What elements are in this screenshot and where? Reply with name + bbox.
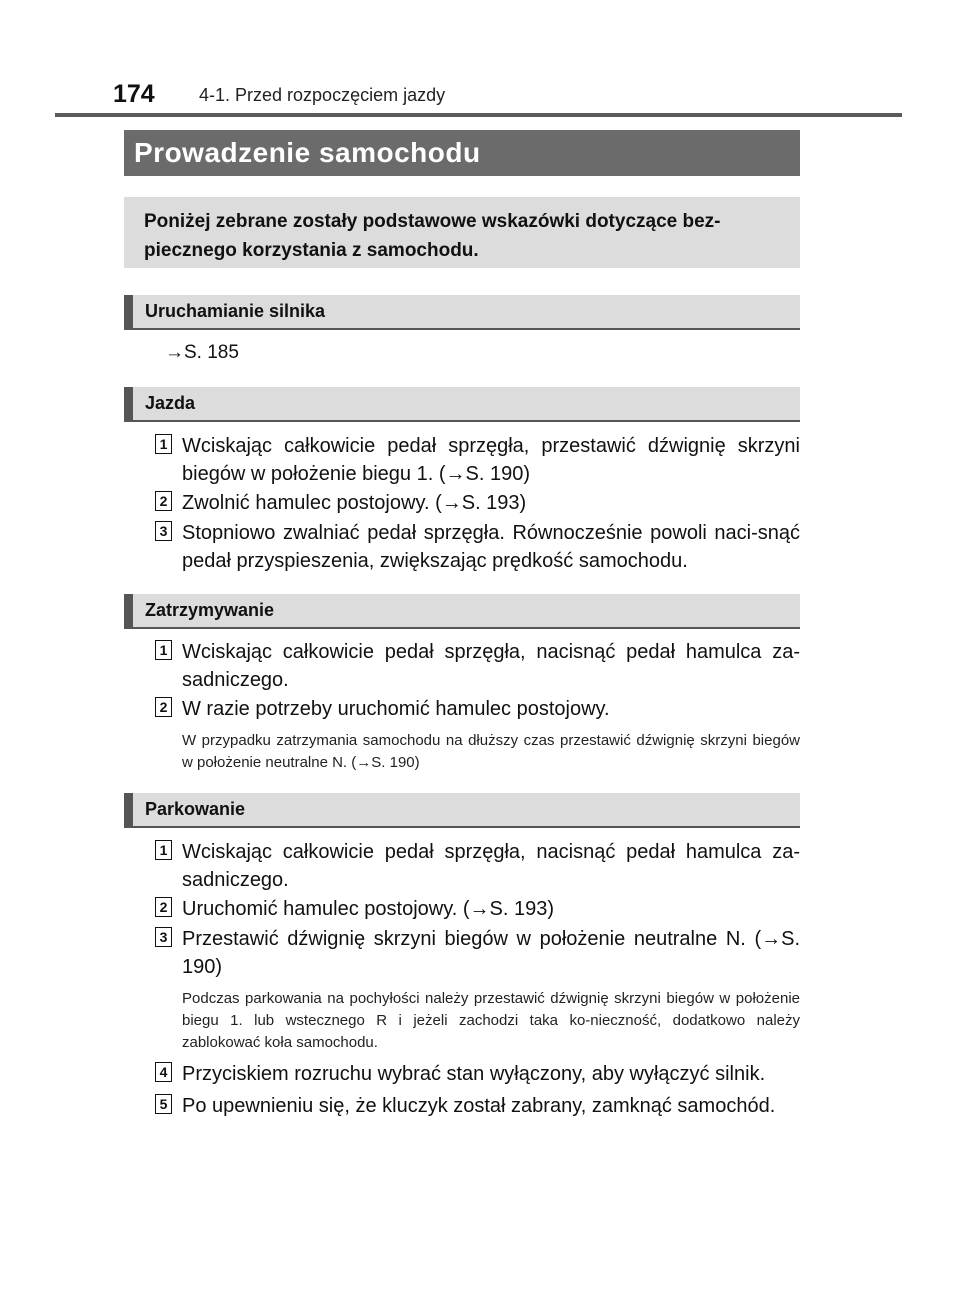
step-text: Wciskając całkowicie pedał sprzęgła, nacisnąć pedał hamulca za-sadniczego. bbox=[182, 841, 800, 891]
section-heading-start: Uruchamianie silnika bbox=[124, 295, 800, 330]
step-number: 5 bbox=[155, 1094, 172, 1114]
reference-start[interactable]: →S. 185 bbox=[165, 342, 239, 363]
header-divider bbox=[55, 113, 902, 117]
step-number: 1 bbox=[155, 840, 172, 860]
intro-text: Poniżej zebrane zostały podstawowe wskazówki dotyczące bez-piecznego korzystania z samochodu. bbox=[144, 211, 721, 261]
step-text: Przestawić dźwignię skrzyni biegów w położenie neutralne N. (→S. 190) bbox=[182, 928, 800, 978]
parking-step bbox=[155, 925, 800, 981]
intro-box bbox=[124, 197, 800, 268]
step-number: 1 bbox=[155, 640, 172, 660]
step-number: 2 bbox=[155, 491, 172, 511]
step-text: Po upewnieniu się, że kluczyk został zabrany, zamknąć samochód. bbox=[182, 1095, 776, 1117]
page-number: 174 bbox=[113, 80, 155, 108]
step-text: Wciskając całkowicie pedał sprzęgła, przestawić dźwignię skrzyni biegów w położenie biegu 1. (→S. 190) bbox=[182, 435, 800, 485]
section-heading-stopping: Zatrzymywanie bbox=[124, 594, 800, 629]
parking-step bbox=[155, 1092, 800, 1120]
step-number: 3 bbox=[155, 521, 172, 541]
step-text: Wciskając całkowicie pedał sprzęgła, nacisnąć pedał hamulca za-sadniczego. bbox=[182, 641, 800, 691]
parking-step bbox=[155, 838, 800, 894]
step-text: Stopniowo zwalniać pedał sprzęgła. Równocześnie powoli naci-snąć pedał przyspieszenia, zwiększając prędkość samochodu. bbox=[182, 522, 800, 572]
step-text: Zwolnić hamulec postojowy. (→S. 193) bbox=[182, 492, 527, 514]
section-heading-parking: Parkowanie bbox=[124, 793, 800, 828]
step-number: 1 bbox=[155, 434, 172, 454]
stopping-step bbox=[155, 695, 800, 723]
step-text: Uruchomić hamulec postojowy. (→S. 193) bbox=[182, 898, 554, 920]
driving-step bbox=[155, 519, 800, 575]
parking-note: Podczas parkowania na pochyłości należy przestawić dźwignię skrzyni biegów w położenie biegu 1. lub wstecznego R i jeżeli zachodzi taka ko-nieczność, dodatkowo należy zablokować koła samochodu. bbox=[182, 990, 800, 1051]
step-number: 2 bbox=[155, 697, 172, 717]
step-text: Przyciskiem rozruchu wybrać stan wyłączony, aby wyłączyć silnik. bbox=[182, 1063, 766, 1085]
parking-step bbox=[155, 895, 800, 923]
step-number: 4 bbox=[155, 1062, 172, 1082]
parking-step bbox=[155, 1060, 800, 1088]
driving-step bbox=[155, 489, 800, 517]
stopping-step bbox=[155, 638, 800, 694]
driving-step bbox=[155, 432, 800, 488]
stopping-note: W przypadku zatrzymania samochodu na dłuższy czas przestawić dźwignię skrzyni biegów w położenie neutralne N. (→S. 190) bbox=[182, 732, 800, 771]
step-number: 3 bbox=[155, 927, 172, 947]
page-title: Prowadzenie samochodu bbox=[124, 130, 800, 176]
section-heading-driving: Jazda bbox=[124, 387, 800, 422]
running-head: 4-1. Przed rozpoczęciem jazdy bbox=[199, 85, 446, 105]
step-text: W razie potrzeby uruchomić hamulec postojowy. bbox=[182, 698, 610, 720]
step-number: 2 bbox=[155, 897, 172, 917]
